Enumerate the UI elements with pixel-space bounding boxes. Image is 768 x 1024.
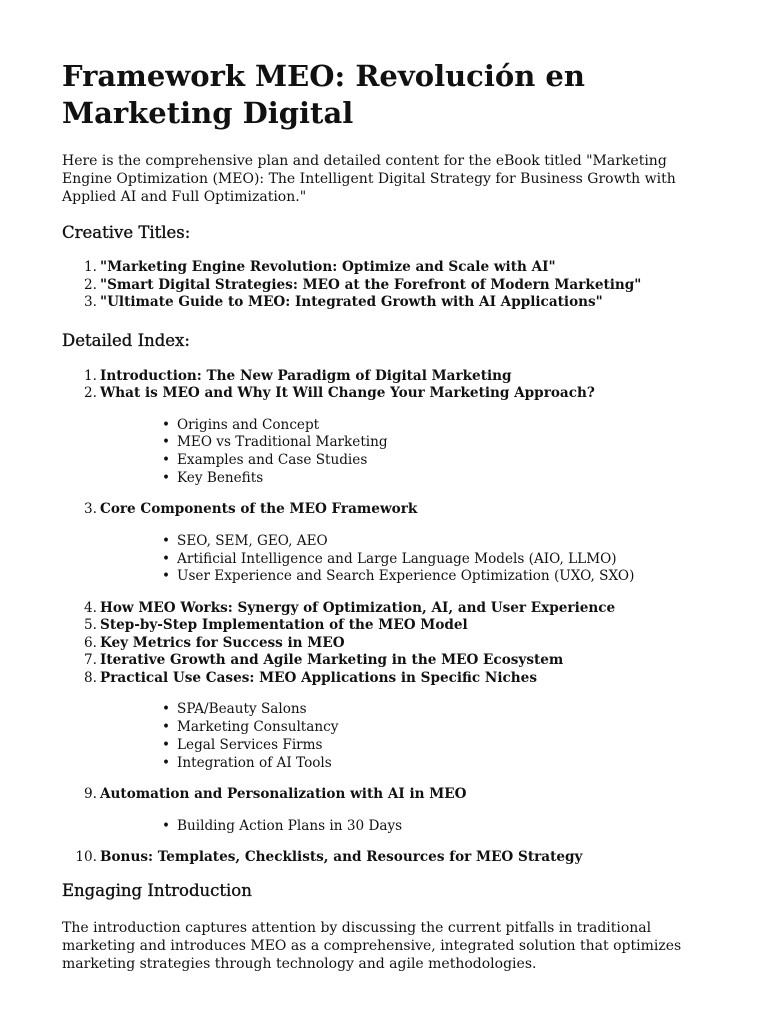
list-number: 8. (84, 669, 97, 686)
list-item-text: Automation and Personalization with AI in MEO (100, 786, 467, 803)
sub-list-item: • Artificial Intelligence and Large Language Models (AIO, LLMO) (162, 551, 712, 569)
list-item (62, 501, 712, 586)
engaging-introduction-paragraph: The introduction captures attention by discussing the current pitfalls in traditional marketing and introduces MEO as a comprehensive, integrated solution that optimizes marketing strategies through technology and agile methodologies. (62, 919, 682, 972)
list-item-text: "Marketing Engine Revolution: Optimize and Scale with AI" (100, 259, 556, 275)
list-item-text: What is MEO and Why It Will Change Your Marketing Approach? (100, 385, 595, 401)
intro-paragraph: Here is the comprehensive plan and detailed content for the eBook titled "Marketing Engine Optimization (MEO): The Intelligent Digital Strategy for Business Growth with Applied AI and Full Optimization." (62, 153, 676, 205)
sub-list (100, 533, 712, 586)
sub-list (100, 818, 712, 836)
sub-list-item: • Integration of AI Tools (162, 755, 712, 773)
list-number: 7. (84, 652, 97, 669)
sub-list-item: • SPA/Beauty Salons (162, 701, 712, 719)
list-item (62, 600, 712, 618)
sub-list-item: • Building Action Plans in 30 Days (162, 818, 712, 836)
sub-list-item: • SEO, SEM, GEO, AEO (162, 533, 712, 551)
list-number: 1. (84, 259, 97, 275)
sub-list (100, 417, 712, 488)
list-item-text: Step-by-Step Implementation of the MEO Model (100, 617, 468, 634)
list-item-text: How MEO Works: Synergy of Optimization, AI, and User Experience (100, 599, 616, 616)
sub-list-item: • Examples and Case Studies (162, 452, 712, 470)
list-number: 10. (75, 849, 97, 866)
list-item-text: Introduction: The New Paradigm of Digital Marketing (100, 367, 512, 384)
sub-list (100, 701, 712, 772)
list-item-text: Key Metrics for Success in MEO (100, 634, 345, 651)
list-item-text: "Smart Digital Strategies: MEO at the Forefront of Modern Marketing" (100, 276, 642, 293)
list-item (62, 635, 712, 653)
list-number: 9. (84, 786, 97, 803)
list-item (62, 786, 712, 835)
engaging-introduction-heading: Engaging Introduction (62, 880, 252, 900)
list-number: 2. (84, 385, 97, 401)
list-item-text: Core Components of the MEO Framework (100, 501, 418, 518)
list-item (62, 259, 712, 277)
sub-list-item: • Key Benefits (162, 470, 712, 488)
list-item (62, 277, 712, 295)
list-item-text: Bonus: Templates, Checklists, and Resources for MEO Strategy (100, 849, 583, 866)
list-item-text: "Ultimate Guide to MEO: Integrated Growth with AI Applications" (100, 294, 603, 310)
list-item-text: Practical Use Cases: MEO Applications in Specific Niches (100, 669, 537, 686)
list-number: 2. (84, 276, 97, 293)
list-item-text: Iterative Growth and Agile Marketing in the MEO Ecosystem (100, 652, 564, 669)
list-item (62, 670, 712, 772)
sub-list-item: • MEO vs Traditional Marketing (162, 434, 712, 452)
creative-titles-heading: Creative Titles: (62, 223, 191, 242)
list-item (62, 385, 712, 487)
list-number: 4. (84, 599, 97, 616)
list-number: 6. (84, 634, 97, 651)
list-number: 1. (84, 367, 97, 384)
page-title: Framework MEO: Revolución en Marketing Digital (62, 59, 585, 130)
sub-list-item: • Origins and Concept (162, 417, 712, 435)
list-item (62, 849, 712, 867)
detailed-index-heading: Detailed Index: (62, 330, 190, 350)
detailed-index-list (62, 368, 712, 867)
list-item (62, 652, 712, 670)
document-page (62, 58, 712, 973)
list-number: 3. (84, 294, 97, 310)
sub-list-item: • Legal Services Firms (162, 737, 712, 755)
list-number: 3. (84, 501, 97, 518)
list-item (62, 294, 712, 312)
list-item (62, 368, 712, 386)
list-number: 5. (84, 617, 97, 634)
list-item (62, 617, 712, 635)
sub-list-item: • User Experience and Search Experience Optimization (UXO, SXO) (162, 568, 712, 586)
sub-list-item: • Marketing Consultancy (162, 719, 712, 737)
creative-titles-list (62, 259, 712, 312)
